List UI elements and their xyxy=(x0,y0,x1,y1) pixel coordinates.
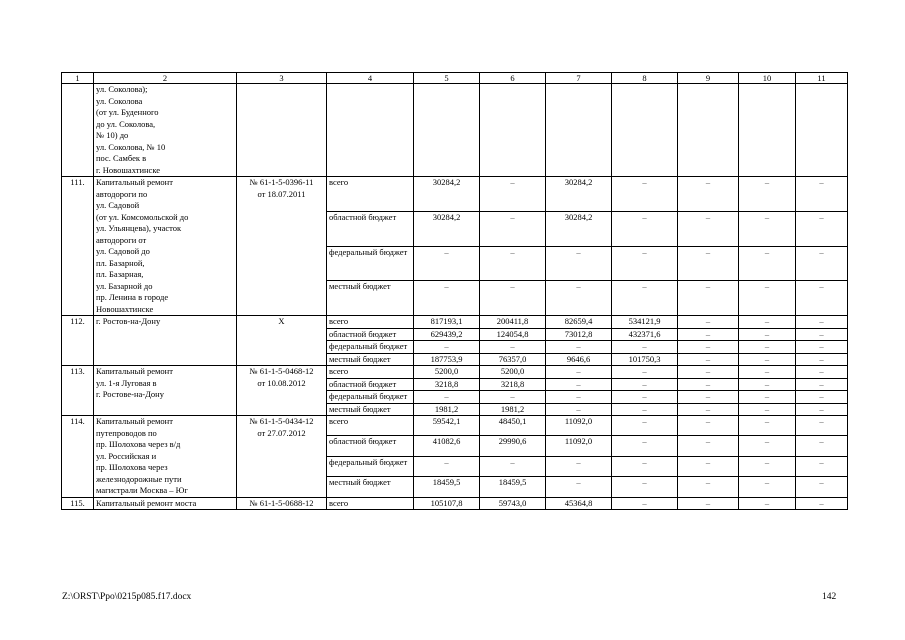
value-cell: – xyxy=(678,403,739,416)
value-cell: – xyxy=(796,456,848,476)
value-cell: 30284,2 xyxy=(414,211,480,246)
value-cell: – xyxy=(678,246,739,281)
doc-line: № 61-1-5-0688-12 xyxy=(249,497,314,508)
value-cell: – xyxy=(480,391,546,404)
name-line: ул. Садовой до xyxy=(96,246,150,256)
value-cell: – xyxy=(546,281,612,316)
value-cell: – xyxy=(480,246,546,281)
value-cell: – xyxy=(678,497,739,510)
value-cell: 11092,0 xyxy=(546,416,612,436)
value-cell: – xyxy=(612,378,678,391)
value-cell: – xyxy=(796,391,848,404)
value-cell: – xyxy=(796,246,848,281)
header-cell: 9 xyxy=(678,73,739,84)
value-cell: – xyxy=(739,341,796,354)
value-cell: – xyxy=(546,378,612,391)
value-cell: – xyxy=(612,246,678,281)
row-number-cell: 115. xyxy=(62,497,94,510)
budget-label-cell: местный бюджет xyxy=(327,403,414,416)
value-cell: – xyxy=(739,416,796,436)
value-cell: 30284,2 xyxy=(546,177,612,212)
value-cell: – xyxy=(739,316,796,329)
header-row xyxy=(62,73,848,84)
value-cell: – xyxy=(739,403,796,416)
value-cell: 432371,6 xyxy=(612,328,678,341)
budget-label-cell: федеральный бюджет xyxy=(327,456,414,476)
value-cell: 73012,8 xyxy=(546,328,612,341)
value-cell: 18459,5 xyxy=(414,477,480,497)
name-line: пр. Ленина в городе xyxy=(96,292,169,302)
budget-label-cell: федеральный бюджет xyxy=(327,341,414,354)
value-cell: – xyxy=(739,436,796,456)
name-cell xyxy=(94,84,237,177)
row-number-cell: 114. xyxy=(62,416,94,498)
doc-line: от 18.07.2011 xyxy=(257,188,306,199)
object-name-cell xyxy=(94,177,237,316)
budget-label-cell: федеральный бюджет xyxy=(327,391,414,404)
budget-label-cell: всего xyxy=(327,316,414,329)
document-number-cell xyxy=(237,316,327,366)
value-cell: – xyxy=(796,328,848,341)
value-cell: 41082,6 xyxy=(414,436,480,456)
value-cell: – xyxy=(480,456,546,476)
budget-label-cell: областной бюджет xyxy=(327,211,414,246)
object-name-cell xyxy=(94,316,237,366)
value-cell: 105107,8 xyxy=(414,497,480,510)
value-cell: – xyxy=(546,366,612,379)
table-row xyxy=(62,177,848,212)
table-row xyxy=(62,366,848,379)
value-cell: – xyxy=(739,366,796,379)
doc-line: от 10.08.2012 xyxy=(257,377,306,388)
budget-label-cell xyxy=(327,84,414,177)
row-number-cell: 112. xyxy=(62,316,94,366)
value-cell: – xyxy=(678,281,739,316)
value-cell: – xyxy=(796,341,848,354)
value-cell: 5200,0 xyxy=(414,366,480,379)
value-cell: – xyxy=(546,391,612,404)
value-cell: – xyxy=(739,391,796,404)
value-cell: – xyxy=(678,456,739,476)
value-cell: 59743,0 xyxy=(480,497,546,510)
header-cell: 5 xyxy=(414,73,480,84)
value-cell: 18459,5 xyxy=(480,477,546,497)
value-cell xyxy=(612,84,678,177)
value-cell: – xyxy=(546,403,612,416)
name-line: Новошахтинске xyxy=(96,303,154,314)
name-line: автодороги от xyxy=(96,234,147,245)
name-line: Капитальный ремонт xyxy=(96,366,173,376)
name-line: пл. Базарная, xyxy=(96,269,144,279)
value-cell: – xyxy=(612,416,678,436)
value-cell: – xyxy=(678,391,739,404)
value-cell: – xyxy=(796,497,848,510)
value-cell: – xyxy=(546,456,612,476)
value-cell: – xyxy=(739,177,796,212)
value-cell: – xyxy=(796,436,848,456)
value-cell: 3218,8 xyxy=(414,378,480,391)
header-cell: 7 xyxy=(546,73,612,84)
value-cell: – xyxy=(678,378,739,391)
value-cell: – xyxy=(739,281,796,316)
object-name-cell xyxy=(94,416,237,498)
name-line: Капитальный ремонт xyxy=(96,177,173,187)
value-cell: – xyxy=(480,281,546,316)
value-cell: – xyxy=(678,316,739,329)
value-cell: – xyxy=(612,391,678,404)
table-row xyxy=(62,497,848,510)
name-line: (от ул. Комсомольской до xyxy=(96,211,189,222)
value-cell: – xyxy=(796,211,848,246)
value-cell: 76357,0 xyxy=(480,353,546,366)
value-cell: – xyxy=(739,456,796,476)
value-cell: 9646,6 xyxy=(546,353,612,366)
header-cell: 3 xyxy=(237,73,327,84)
name-line: ул. Базарной до xyxy=(96,280,153,291)
value-cell: – xyxy=(678,366,739,379)
row-number-cell: 111. xyxy=(62,177,94,316)
name-line: пос. Самбек в xyxy=(96,153,147,163)
value-cell xyxy=(678,84,739,177)
value-cell: – xyxy=(796,366,848,379)
value-cell: – xyxy=(612,366,678,379)
name-line: пр. Шолохова через в/д xyxy=(96,439,181,449)
value-cell: – xyxy=(796,316,848,329)
value-cell: 45364,8 xyxy=(546,497,612,510)
budget-label-cell: областной бюджет xyxy=(327,378,414,391)
value-cell: – xyxy=(414,281,480,316)
value-cell: 817193,1 xyxy=(414,316,480,329)
value-cell: 3218,8 xyxy=(480,378,546,391)
name-line: г. Ростове-на-Дону xyxy=(96,389,164,399)
footer-file-path: Z:\ORST\Ppo\0215p085.f17.docx xyxy=(62,592,192,602)
doc-line: № 61-1-5-0434-12 xyxy=(249,416,314,426)
name-line: до ул. Соколова, xyxy=(96,118,156,129)
value-cell: – xyxy=(480,341,546,354)
header-cell: 2 xyxy=(94,73,237,84)
value-cell: 29990,6 xyxy=(480,436,546,456)
document-number-cell xyxy=(237,366,327,416)
value-cell: 200411,8 xyxy=(480,316,546,329)
value-cell: – xyxy=(546,246,612,281)
value-cell: – xyxy=(678,328,739,341)
value-cell: – xyxy=(678,341,739,354)
name-line: ул. Соколова xyxy=(96,95,143,106)
value-cell: – xyxy=(678,177,739,212)
name-line: ул. 1-я Луговая в xyxy=(96,377,157,388)
header-cell: 11 xyxy=(796,73,848,84)
value-cell: – xyxy=(796,378,848,391)
page-number: 142 xyxy=(822,592,837,602)
value-cell: – xyxy=(612,497,678,510)
name-line: г. Ростов-на-Дону xyxy=(96,316,161,326)
table-row xyxy=(62,316,848,329)
value-cell: – xyxy=(678,211,739,246)
value-cell: – xyxy=(678,477,739,497)
value-cell: – xyxy=(414,456,480,476)
value-cell: – xyxy=(796,177,848,212)
doc-cell xyxy=(237,84,327,177)
value-cell: – xyxy=(796,416,848,436)
value-cell: – xyxy=(612,211,678,246)
continuation-row xyxy=(62,84,848,177)
value-cell: – xyxy=(739,211,796,246)
name-line: Капитальный ремонт xyxy=(96,416,173,426)
budget-label-cell: всего xyxy=(327,177,414,212)
name-line: ул. Российская и xyxy=(96,450,157,461)
value-cell: – xyxy=(739,477,796,497)
value-cell: – xyxy=(678,436,739,456)
name-line: Капитальный ремонт моста xyxy=(96,497,197,508)
name-line: г. Новошахтинске xyxy=(96,164,161,175)
document-number-cell xyxy=(237,177,327,316)
header-cell: 1 xyxy=(62,73,94,84)
header-cell: 4 xyxy=(327,73,414,84)
object-name-cell xyxy=(94,497,237,510)
value-cell: 48450,1 xyxy=(480,416,546,436)
value-cell: 11092,0 xyxy=(546,436,612,456)
name-line: (от ул. Буденного xyxy=(96,107,159,117)
header-cell: 8 xyxy=(612,73,678,84)
name-line: пр. Шолохова через xyxy=(96,462,168,472)
value-cell: – xyxy=(612,341,678,354)
value-cell: – xyxy=(796,353,848,366)
object-name-cell xyxy=(94,366,237,416)
name-line: путепроводов по xyxy=(96,427,157,438)
budget-label-cell: федеральный бюджет xyxy=(327,246,414,281)
value-cell: 5200,0 xyxy=(480,366,546,379)
value-cell: 1981,2 xyxy=(480,403,546,416)
value-cell: 124054,8 xyxy=(480,328,546,341)
budget-label-cell: местный бюджет xyxy=(327,353,414,366)
budget-label-cell: всего xyxy=(327,366,414,379)
name-line: ул. Ульянцева), участок xyxy=(96,223,182,233)
value-cell: – xyxy=(739,378,796,391)
value-cell: 629439,2 xyxy=(414,328,480,341)
value-cell xyxy=(480,84,546,177)
doc-line: № 61-1-5-0468-12 xyxy=(249,366,314,376)
value-cell: 101750,3 xyxy=(612,353,678,366)
budget-label-cell: местный бюджет xyxy=(327,477,414,497)
doc-line: от 27.07.2012 xyxy=(257,427,306,438)
value-cell: – xyxy=(739,328,796,341)
name-line: ул. Соколова, № 10 xyxy=(96,141,166,152)
document-number-cell xyxy=(237,497,327,510)
value-cell: – xyxy=(612,436,678,456)
table-row xyxy=(62,416,848,436)
budget-label-cell: областной бюджет xyxy=(327,328,414,341)
num-cell xyxy=(62,84,94,177)
value-cell: – xyxy=(480,177,546,212)
value-cell: 30284,2 xyxy=(414,177,480,212)
name-line: № 10) до xyxy=(96,130,129,140)
name-line: железнодорожные пути xyxy=(96,473,182,484)
value-cell: – xyxy=(612,177,678,212)
budget-table xyxy=(61,72,848,510)
value-cell: – xyxy=(678,353,739,366)
value-cell xyxy=(414,84,480,177)
value-cell: – xyxy=(546,477,612,497)
value-cell: – xyxy=(796,403,848,416)
value-cell: – xyxy=(612,456,678,476)
value-cell: 30284,2 xyxy=(546,211,612,246)
header-cell: 10 xyxy=(739,73,796,84)
document-number-cell xyxy=(237,416,327,498)
doc-line: № 61-1-5-0396-11 xyxy=(249,177,314,187)
value-cell: – xyxy=(739,353,796,366)
value-cell: – xyxy=(739,246,796,281)
value-cell xyxy=(739,84,796,177)
value-cell: – xyxy=(480,211,546,246)
name-line: пл. Базарной, xyxy=(96,257,145,268)
value-cell: – xyxy=(739,497,796,510)
value-cell: – xyxy=(612,403,678,416)
doc-line: Х xyxy=(278,316,285,326)
name-line: магистрали Москва – Юг xyxy=(96,485,188,495)
budget-label-cell: всего xyxy=(327,416,414,436)
value-cell xyxy=(546,84,612,177)
budget-label-cell: местный бюджет xyxy=(327,281,414,316)
value-cell: – xyxy=(414,246,480,281)
value-cell: 187753,9 xyxy=(414,353,480,366)
budget-label-cell: областной бюджет xyxy=(327,436,414,456)
value-cell: – xyxy=(546,341,612,354)
value-cell: 82659,4 xyxy=(546,316,612,329)
value-cell: – xyxy=(612,281,678,316)
value-cell: – xyxy=(414,391,480,404)
row-number-cell: 113. xyxy=(62,366,94,416)
value-cell: – xyxy=(678,416,739,436)
value-cell: – xyxy=(414,341,480,354)
value-cell: – xyxy=(612,477,678,497)
value-cell: 534121,9 xyxy=(612,316,678,329)
header-cell: 6 xyxy=(480,73,546,84)
name-line: автодороги по xyxy=(96,188,148,199)
value-cell: – xyxy=(796,477,848,497)
value-cell: 1981,2 xyxy=(414,403,480,416)
value-cell xyxy=(796,84,848,177)
budget-label-cell: всего xyxy=(327,497,414,510)
value-cell: 59542,1 xyxy=(414,416,480,436)
name-line: ул. Садовой xyxy=(96,200,140,210)
name-line: ул. Соколова); xyxy=(96,84,148,94)
value-cell: – xyxy=(796,281,848,316)
